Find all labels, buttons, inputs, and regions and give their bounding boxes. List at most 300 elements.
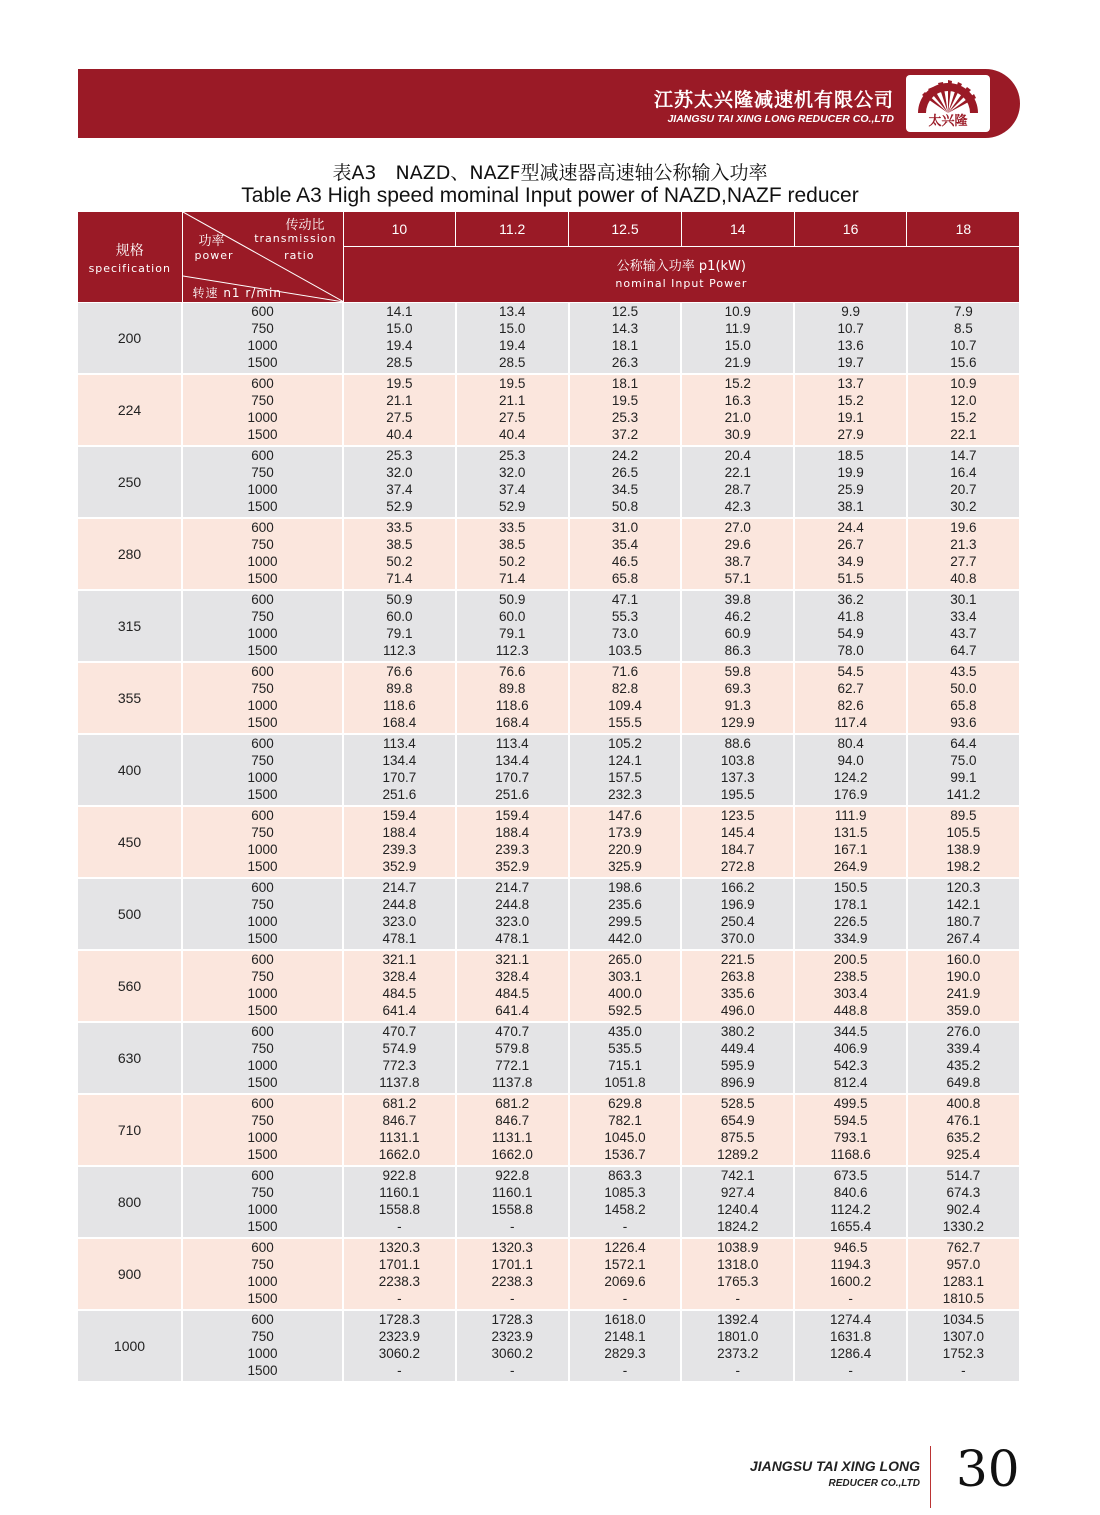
power-value: 15.6 — [950, 354, 977, 370]
power-value: 26.5 — [611, 465, 639, 481]
power-value: 39.8 — [724, 592, 751, 608]
power-value: 30.1 — [950, 592, 977, 608]
power-value: 37.4 — [386, 482, 413, 497]
power-cell — [907, 1238, 1020, 1310]
speed-cell — [182, 662, 343, 734]
power-value: 435.2 — [946, 1058, 981, 1073]
power-value-list — [908, 736, 1019, 803]
power-value: 86.3 — [724, 642, 751, 658]
power-value-list — [795, 736, 906, 803]
power-value: 2238.3 — [491, 1274, 533, 1289]
power-value: 2829.3 — [604, 1346, 646, 1361]
power-value: 276.0 — [946, 1024, 981, 1040]
power-value-list — [682, 592, 793, 659]
power-value: 2069.6 — [604, 1274, 646, 1289]
power-value-list — [570, 448, 681, 515]
speed-value: 1500 — [247, 786, 278, 802]
power-value: 46.2 — [724, 609, 751, 625]
power-value: 1662.0 — [491, 1146, 533, 1162]
power-value: 922.8 — [495, 1168, 530, 1184]
table-row — [78, 518, 1020, 590]
power-cell — [456, 878, 569, 950]
power-value: 137.3 — [720, 770, 755, 785]
speed-cell — [182, 734, 343, 806]
power-value: 19.5 — [386, 376, 413, 392]
power-value: 75.0 — [950, 753, 977, 769]
spec-cell: 280 — [78, 518, 182, 590]
power-value: 32.0 — [386, 465, 413, 481]
power-cell — [681, 1022, 794, 1094]
speed-cell — [182, 1094, 343, 1166]
power-value: 188.4 — [382, 825, 417, 841]
power-value: 380.2 — [720, 1024, 755, 1040]
speed-value: 600 — [251, 736, 274, 752]
power-value: 484.5 — [495, 986, 530, 1001]
power-value: 25.3 — [499, 448, 526, 464]
table-row — [78, 446, 1020, 518]
speed-value: 750 — [251, 609, 274, 625]
speed-list — [183, 1312, 342, 1379]
power-value: 629.8 — [608, 1096, 642, 1112]
speed-label: 转速 n1 r/min — [192, 286, 282, 300]
power-value: 42.3 — [724, 498, 751, 514]
power-value: 89.5 — [950, 808, 977, 824]
power-value: 782.1 — [608, 1113, 642, 1129]
power-value: 113.4 — [495, 736, 529, 752]
power-value-list — [795, 448, 906, 515]
power-value: 16.4 — [950, 465, 977, 481]
power-value: 21.1 — [386, 393, 413, 409]
power-cell — [907, 734, 1020, 806]
power-value-list — [570, 952, 681, 1019]
power-value: 1701.1 — [378, 1257, 421, 1273]
power-cell — [569, 950, 682, 1022]
power-cell — [456, 446, 569, 518]
speed-list — [183, 880, 342, 947]
power-value: 124.2 — [833, 770, 868, 785]
power-value: 40.8 — [950, 570, 977, 586]
power-value-list — [682, 1024, 793, 1091]
power-value: 674.3 — [946, 1185, 981, 1201]
power-value: 25.9 — [837, 482, 864, 497]
power-value: 24.4 — [837, 520, 864, 536]
power-value: 1662.0 — [378, 1146, 421, 1162]
power-value-list — [457, 592, 568, 659]
power-value: 34.5 — [611, 482, 639, 497]
power-value: 10.7 — [837, 321, 864, 337]
power-value: 134.4 — [382, 753, 417, 769]
speed-value: 1000 — [247, 1202, 278, 1217]
power-value-list — [795, 304, 906, 371]
power-cell — [456, 734, 569, 806]
power-value: 1289.2 — [717, 1146, 759, 1162]
power-value: 232.3 — [608, 786, 642, 802]
power-value: 78.0 — [837, 642, 864, 658]
power-value: 226.5 — [833, 914, 868, 929]
company-name-cn: 江苏太兴隆减速机有限公司 — [653, 89, 894, 111]
power-value: 220.9 — [608, 842, 642, 857]
spec-cell: 630 — [78, 1022, 182, 1094]
power-value: 60.9 — [724, 626, 751, 641]
power-value-list — [908, 1168, 1019, 1235]
speed-value: 600 — [251, 1240, 274, 1256]
power-value: 323.0 — [495, 914, 530, 929]
power-value: 264.9 — [833, 858, 868, 874]
power-value: 54.9 — [837, 626, 864, 641]
power-value: 352.9 — [495, 858, 530, 874]
power-value: 69.3 — [724, 681, 751, 697]
power-cell — [569, 806, 682, 878]
power-table — [78, 212, 1021, 1383]
speed-value: 750 — [251, 753, 274, 769]
speed-cell — [182, 878, 343, 950]
speed-value: 600 — [251, 304, 274, 320]
power-cell — [794, 662, 907, 734]
power-value: 321.1 — [382, 952, 417, 968]
power-value: 528.5 — [720, 1096, 755, 1112]
power-value: 335.6 — [720, 986, 755, 1001]
power-value: 846.7 — [495, 1113, 530, 1129]
power-value: 65.8 — [611, 570, 639, 586]
power-value: 15.0 — [386, 321, 413, 337]
power-value-list — [344, 664, 455, 731]
power-value: 167.1 — [833, 842, 868, 857]
power-value-list — [682, 1168, 793, 1235]
power-value-list — [908, 304, 1019, 371]
power-cell — [456, 590, 569, 662]
power-cell — [343, 518, 456, 590]
power-value: 112.3 — [383, 642, 416, 658]
power-value: 105.2 — [608, 736, 642, 752]
power-value: 145.4 — [720, 825, 755, 841]
power-value: 251.6 — [495, 786, 530, 802]
speed-value: 750 — [251, 321, 274, 337]
power-value: 34.9 — [837, 554, 864, 569]
power-value: 50.0 — [950, 681, 977, 697]
power-value: 123.5 — [720, 808, 755, 824]
power-value: 27.7 — [950, 554, 977, 569]
power-value: 118.6 — [495, 698, 529, 713]
power-value: 14.7 — [950, 448, 977, 464]
power-value-list — [570, 808, 681, 875]
power-value: 8.5 — [953, 321, 973, 337]
power-value-list — [344, 952, 455, 1019]
power-value: 129.9 — [720, 714, 755, 730]
power-value: 28.5 — [386, 354, 413, 370]
power-cell — [681, 1238, 794, 1310]
spec-cell: 560 — [78, 950, 182, 1022]
power-value: 449.4 — [720, 1041, 755, 1057]
power-value: 3060.2 — [378, 1346, 421, 1361]
power-value: 26.3 — [611, 354, 639, 370]
speed-value: 600 — [251, 376, 274, 392]
power-value: 239.3 — [382, 842, 417, 857]
power-value: 113.4 — [383, 736, 416, 752]
power-value: 1655.4 — [829, 1218, 872, 1234]
power-value: 50.9 — [386, 592, 413, 608]
spec-header-cn: 规格 — [115, 242, 144, 259]
power-value-list — [908, 1240, 1019, 1307]
power-cell — [907, 590, 1020, 662]
speed-value: 750 — [251, 969, 274, 985]
power-cell — [456, 1238, 569, 1310]
power-value: 574.9 — [382, 1041, 417, 1057]
power-value-list — [908, 1312, 1019, 1379]
power-value: 65.8 — [950, 698, 977, 713]
power-value: 957.0 — [946, 1257, 981, 1273]
power-cell — [681, 590, 794, 662]
power-value: 54.5 — [837, 664, 864, 680]
power-value: 73.0 — [611, 626, 639, 641]
spec-cell: 450 — [78, 806, 182, 878]
power-value: 925.4 — [946, 1146, 981, 1162]
power-value: 1600.2 — [829, 1274, 872, 1289]
power-cell — [794, 1238, 907, 1310]
power-value: 19.6 — [950, 520, 977, 536]
table-row — [78, 1238, 1020, 1310]
speed-value: 1500 — [247, 570, 278, 586]
speed-value: 600 — [251, 880, 274, 896]
power-cell — [456, 662, 569, 734]
power-value: 1137.8 — [492, 1074, 533, 1090]
power-value: 12.0 — [950, 393, 977, 409]
power-value-list — [795, 1024, 906, 1091]
power-value: 214.7 — [495, 880, 530, 896]
power-value: 176.9 — [833, 786, 868, 802]
power-cell — [794, 1310, 907, 1382]
spec-cell: 200 — [78, 303, 182, 375]
power-value: 168.4 — [495, 714, 530, 730]
power-value: 29.6 — [724, 537, 751, 553]
power-value: 299.5 — [608, 914, 642, 929]
power-value-list — [570, 1096, 681, 1163]
power-value: 28.5 — [499, 354, 526, 370]
power-value-list — [908, 1096, 1019, 1163]
power-value: 1631.8 — [829, 1329, 872, 1345]
power-value: 22.1 — [950, 426, 977, 442]
power-value-list — [457, 1312, 568, 1379]
power-value: 195.5 — [720, 786, 755, 802]
power-value-list — [344, 1168, 455, 1235]
power-value: 109.4 — [608, 698, 642, 713]
spec-cell: 710 — [78, 1094, 182, 1166]
power-value: 94.0 — [837, 753, 864, 769]
power-value-list — [908, 520, 1019, 587]
company-name-en: JIANGSU TAI XING LONG REDUCER CO.,LTD — [667, 113, 894, 125]
power-label-cn: 功率 — [198, 234, 225, 249]
speed-list — [183, 1168, 342, 1235]
power-value: 15.0 — [499, 321, 526, 337]
speed-value: 600 — [251, 1168, 274, 1184]
power-value: 1572.1 — [604, 1257, 646, 1273]
power-cell — [681, 303, 794, 375]
power-cell — [681, 374, 794, 446]
power-value: 1752.3 — [942, 1346, 985, 1361]
power-value: 772.1 — [495, 1058, 530, 1073]
power-value: 595.9 — [720, 1058, 755, 1073]
speed-list — [183, 304, 342, 371]
power-value: 9.9 — [841, 304, 860, 320]
power-value-list — [457, 664, 568, 731]
power-value: 76.6 — [386, 664, 413, 680]
page-number: 30 — [956, 1440, 1020, 1498]
speed-cell — [182, 1166, 343, 1238]
speed-cell — [182, 518, 343, 590]
power-value-list — [795, 376, 906, 443]
power-value: 1810.5 — [942, 1290, 985, 1306]
power-value: 1051.8 — [604, 1074, 646, 1090]
speed-value: 600 — [251, 520, 274, 536]
power-value-list — [682, 304, 793, 371]
ratio-header: 12.5 — [569, 212, 682, 247]
power-value-list — [457, 376, 568, 443]
speed-value: 750 — [251, 393, 274, 409]
spec-cell: 900 — [78, 1238, 182, 1310]
power-value: 1038.9 — [717, 1240, 759, 1256]
power-value-list — [908, 376, 1019, 443]
power-value: 19.5 — [611, 393, 639, 409]
power-value: 902.4 — [946, 1202, 981, 1217]
speed-value: 1500 — [247, 1074, 278, 1090]
power-value: 124.1 — [608, 753, 642, 769]
power-value: 400.8 — [946, 1096, 981, 1112]
power-value: 180.7 — [946, 914, 981, 929]
power-value: 33.5 — [386, 520, 413, 536]
power-value-list — [570, 1312, 681, 1379]
power-value: 71.6 — [611, 664, 639, 680]
power-value: - — [509, 1290, 515, 1306]
power-value: 499.5 — [833, 1096, 868, 1112]
power-value: 1765.3 — [717, 1274, 759, 1289]
power-value: 36.2 — [837, 592, 864, 608]
power-cell — [907, 518, 1020, 590]
power-value: 50.8 — [611, 498, 639, 514]
power-value-list — [344, 1024, 455, 1091]
power-cell — [681, 446, 794, 518]
power-value: 1728.3 — [491, 1312, 533, 1328]
power-value: 14.3 — [611, 321, 639, 337]
power-value: 157.5 — [608, 770, 642, 785]
power-value: 11.9 — [725, 321, 751, 337]
power-value: 812.4 — [833, 1074, 868, 1090]
speed-value: 1000 — [247, 410, 278, 425]
power-value: - — [509, 1218, 515, 1234]
power-value: 111.9 — [834, 808, 867, 824]
power-value-list — [908, 952, 1019, 1019]
power-value-list — [457, 1240, 568, 1307]
power-value: 1330.2 — [942, 1218, 985, 1234]
speed-cell — [182, 303, 343, 375]
power-value: - — [622, 1362, 628, 1378]
power-value-list — [795, 808, 906, 875]
power-cell — [794, 878, 907, 950]
power-value: 103.8 — [720, 753, 755, 769]
power-value: 198.2 — [946, 858, 981, 874]
power-value: 542.3 — [833, 1058, 868, 1073]
power-cell — [569, 734, 682, 806]
power-value-list — [457, 304, 568, 371]
table-title-cn: 表A3 NAZD、NAZF型减速器高速轴公称输入功率 — [332, 162, 768, 184]
power-value: 159.4 — [382, 808, 417, 824]
power-cell — [569, 590, 682, 662]
power-value: 12.5 — [611, 304, 639, 320]
power-value-list — [344, 880, 455, 947]
power-value: 46.5 — [611, 554, 639, 569]
power-value-list — [570, 304, 681, 371]
power-value: 3060.2 — [491, 1346, 533, 1361]
power-value: 150.5 — [833, 880, 868, 896]
power-value: 1160.1 — [379, 1185, 420, 1201]
power-cell — [343, 1166, 456, 1238]
power-value: 64.7 — [950, 642, 977, 658]
power-cell — [907, 1094, 1020, 1166]
power-value: - — [848, 1290, 853, 1306]
power-value: 43.7 — [950, 626, 977, 641]
speed-value: 1500 — [247, 1218, 278, 1234]
power-value: 41.8 — [837, 609, 864, 625]
power-value: 142.1 — [946, 897, 981, 913]
power-value: 323.0 — [382, 914, 417, 929]
power-value: 18.1 — [611, 376, 639, 392]
power-value: 762.7 — [946, 1240, 981, 1256]
power-value: 1824.2 — [717, 1218, 759, 1234]
power-value: 60.0 — [386, 609, 413, 625]
power-cell — [456, 806, 569, 878]
power-value: 1392.4 — [717, 1312, 759, 1328]
power-value-list — [682, 1240, 793, 1307]
power-value: 79.1 — [499, 626, 526, 641]
footer-company-line2: REDUCER CO.,LTD — [828, 1478, 920, 1489]
power-value: 13.6 — [837, 338, 864, 353]
power-value: 1307.0 — [942, 1329, 985, 1345]
power-value-list — [795, 1240, 906, 1307]
power-value: 159.4 — [495, 808, 530, 824]
power-value-list — [457, 448, 568, 515]
power-value-list — [682, 376, 793, 443]
power-cell — [343, 590, 456, 662]
power-value: 79.1 — [386, 626, 413, 641]
power-value: 89.8 — [499, 681, 526, 697]
table-row — [78, 1022, 1020, 1094]
power-value: 442.0 — [608, 930, 642, 946]
power-value: 793.1 — [833, 1130, 868, 1145]
power-value: 1558.8 — [491, 1202, 533, 1217]
power-value-list — [344, 520, 455, 587]
footer-company-line1: JIANGSU TAI XING LONG — [749, 1458, 920, 1474]
power-value: 1240.4 — [717, 1202, 759, 1217]
speed-value: 1000 — [247, 842, 278, 857]
power-value: 1558.8 — [378, 1202, 421, 1217]
logo-text: 太兴隆 — [928, 114, 968, 129]
power-value: 40.4 — [499, 426, 526, 442]
power-value: 2148.1 — [604, 1329, 646, 1345]
power-cell — [343, 806, 456, 878]
power-value: 91.3 — [724, 698, 751, 713]
speed-list — [183, 808, 342, 875]
power-value: 325.9 — [608, 858, 642, 874]
table-row — [78, 806, 1020, 878]
power-value: 946.5 — [833, 1240, 868, 1256]
power-value: 673.5 — [833, 1168, 868, 1184]
diagonal-header — [182, 212, 343, 303]
power-value-list — [795, 1312, 906, 1379]
power-value-list — [570, 376, 681, 443]
power-value-list — [795, 664, 906, 731]
speed-list — [183, 1096, 342, 1163]
power-value: 27.5 — [499, 410, 526, 425]
power-cell — [569, 518, 682, 590]
speed-value: 1000 — [247, 986, 278, 1001]
